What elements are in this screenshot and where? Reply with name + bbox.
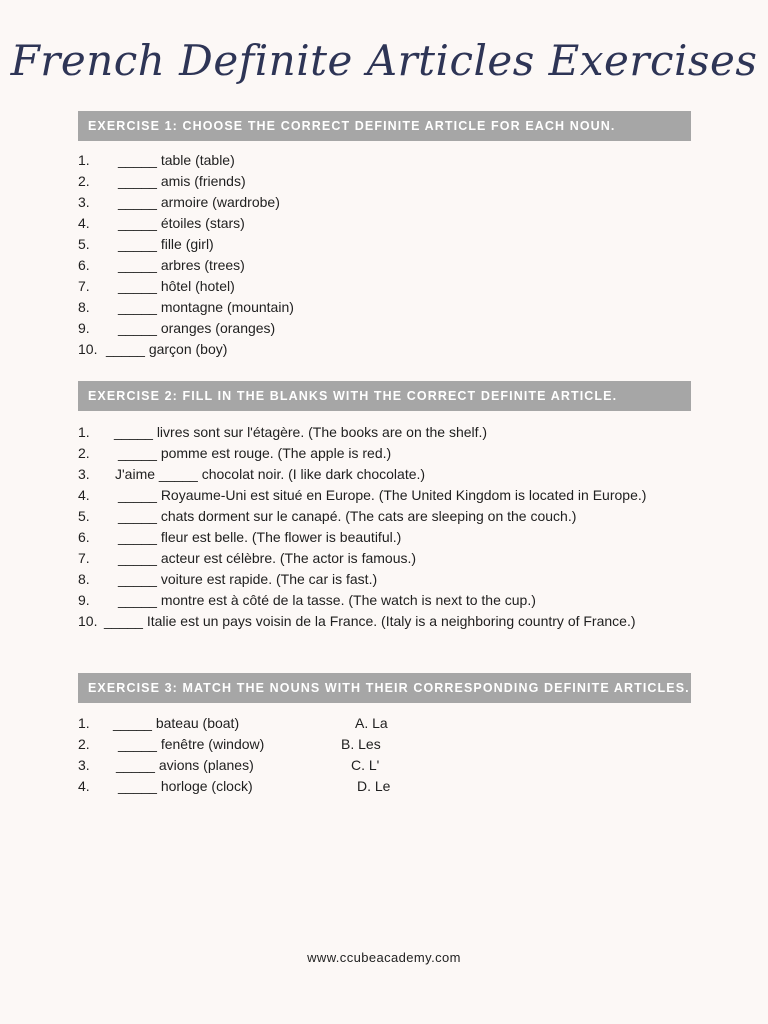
match-option: C. L' [351,757,380,773]
list-item [78,527,646,548]
item-text: _____ table (table) [118,152,235,168]
match-option: A. La [355,715,388,731]
list-item [78,506,646,527]
item-text: _____ voiture est rapide. (The car is fast.) [118,571,378,587]
item-text: _____ acteur est célèbre. (The actor is famous.) [118,550,417,566]
list-item [78,297,294,318]
item-text: _____ garçon (boy) [106,341,228,357]
item-number: 5. [78,508,90,524]
item-number: 3. [78,757,90,773]
item-text: _____ livres sont sur l'étagère. (The books are on the shelf.) [114,424,488,440]
item-text: _____ montre est à côté de la tasse. (The watch is next to the cup.) [118,592,536,608]
list-item [78,755,458,776]
list-item [78,234,294,255]
item-text: J'aime _____ chocolat noir. (I like dark chocolate.) [115,466,426,482]
list-item [78,255,294,276]
exercise-3-header: EXERCISE 3: MATCH THE NOUNS WITH THEIR CORRESPONDING DEFINITE ARTICLES. [78,673,691,703]
page-title: French Definite Articles Exercises [10,36,758,85]
exercise-1-header: EXERCISE 1: CHOOSE THE CORRECT DEFINITE ARTICLE FOR EACH NOUN. [78,111,691,141]
list-item [78,776,458,797]
item-text: _____ horloge (clock) [118,778,253,794]
item-number: 3. [78,466,90,482]
item-number: 9. [78,320,90,336]
item-number: 5. [78,236,90,252]
item-text: _____ amis (friends) [118,173,246,189]
list-item [78,485,646,506]
item-number: 7. [78,550,90,566]
list-item [78,150,294,171]
list-item [78,276,294,297]
item-number: 6. [78,257,90,273]
list-item [78,464,646,485]
item-text: _____ arbres (trees) [118,257,245,273]
item-number: 10. [78,613,98,629]
list-item [78,734,458,755]
list-item [78,611,646,632]
list-item [78,339,294,360]
list-item [78,443,646,464]
item-number: 1. [78,715,90,731]
item-text: _____ fenêtre (window) [118,736,265,752]
item-text: _____ fille (girl) [118,236,214,252]
item-text: _____ chats dorment sur le canapé. (The cats are sleeping on the couch.) [118,508,577,524]
item-text: _____ fleur est belle. (The flower is beautiful.) [118,529,402,545]
item-text: _____ Royaume-Uni est situé en Europe. (The United Kingdom is located in Europe.) [118,487,647,503]
item-number: 1. [78,152,90,168]
item-number: 2. [78,173,90,189]
item-text: _____ armoire (wardrobe) [118,194,280,210]
item-text: _____ oranges (oranges) [118,320,276,336]
list-item [78,422,646,443]
item-text: _____ avions (planes) [116,757,254,773]
item-text: _____ pomme est rouge. (The apple is red.) [118,445,392,461]
list-item [78,192,294,213]
item-text: _____ étoiles (stars) [118,215,245,231]
item-text: _____ bateau (boat) [113,715,240,731]
item-number: 1. [78,424,90,440]
item-number: 8. [78,299,90,315]
list-item [78,213,294,234]
exercise-2-list [78,422,646,632]
item-text: _____ Italie est un pays voisin de la France. (Italy is a neighboring country of France.) [104,613,636,629]
item-number: 9. [78,592,90,608]
item-number: 6. [78,529,90,545]
list-item [78,713,458,734]
item-number: 4. [78,778,90,794]
item-text: _____ montagne (mountain) [118,299,294,315]
item-number: 4. [78,215,90,231]
exercise-2-header: EXERCISE 2: FILL IN THE BLANKS WITH THE CORRECT DEFINITE ARTICLE. [78,381,691,411]
item-number: 2. [78,445,90,461]
match-option: D. Le [357,778,391,794]
exercise-3-list [78,713,458,797]
item-number: 3. [78,194,90,210]
match-option: B. Les [341,736,381,752]
item-number: 2. [78,736,90,752]
item-number: 8. [78,571,90,587]
footer-website: www.ccubeacademy.com [307,950,461,965]
list-item [78,318,294,339]
item-number: 10. [78,341,98,357]
list-item [78,171,294,192]
item-number: 4. [78,487,90,503]
item-number: 7. [78,278,90,294]
item-text: _____ hôtel (hotel) [118,278,235,294]
exercise-1-list [78,150,294,360]
list-item [78,569,646,590]
list-item [78,590,646,611]
list-item [78,548,646,569]
